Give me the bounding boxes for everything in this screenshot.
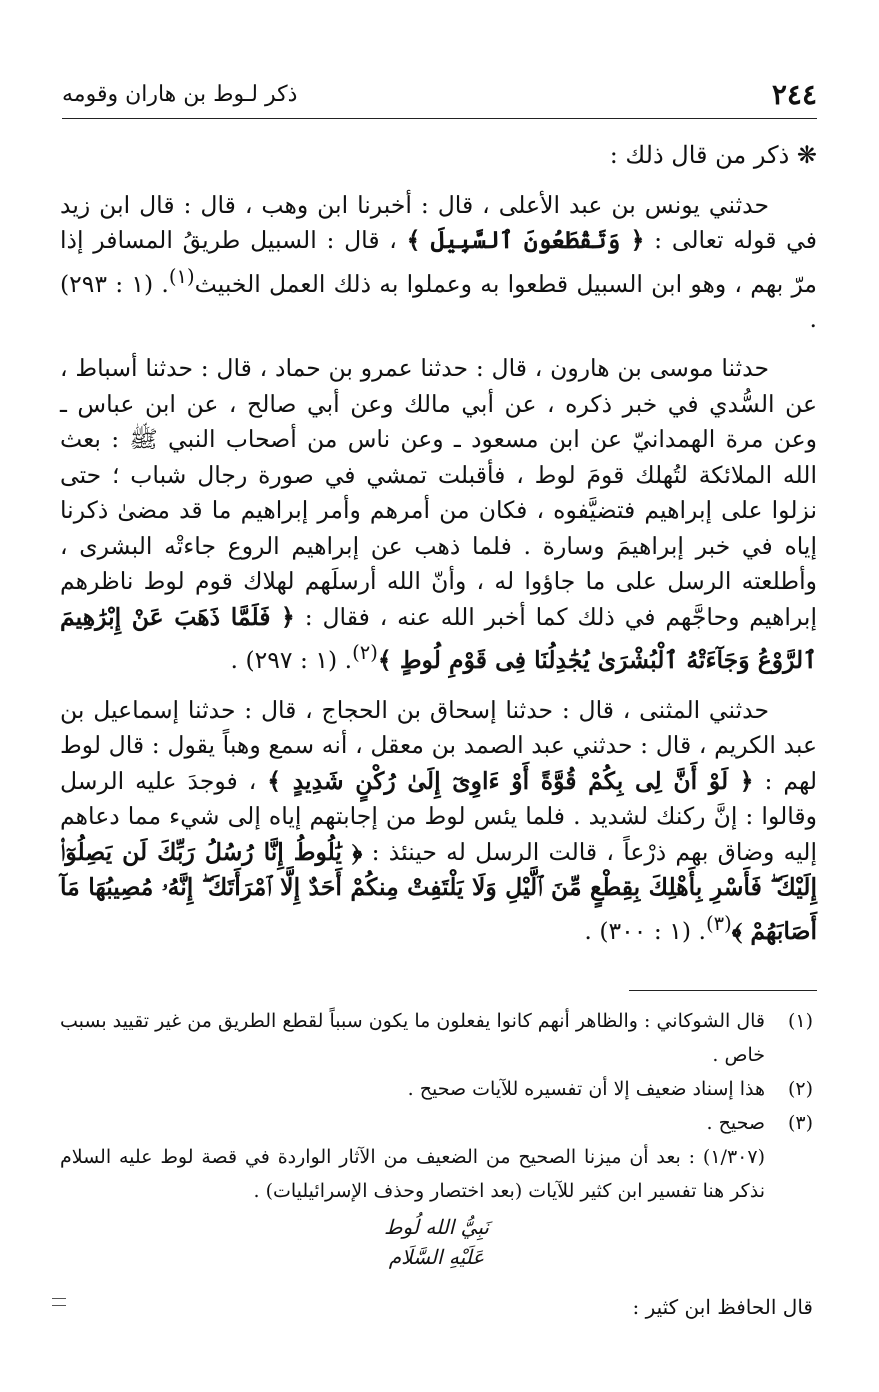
calligraphy-line: نَبِيُّ الله لُوط [384, 1215, 489, 1239]
running-title: ذكر لـوط بن هاران وقومه [62, 81, 298, 107]
paragraph-text: حدثنا موسى بن هارون ، قال : حدثنا عمرو بن حماد ، قال : حدثنا أسباط ، عن السُّدي في خبر ذكره ، عن أبي مالك وعن أبي صالح ، عن ابن عباس ـ وعن مرة الهمدانيّ عن ابن مسعود ـ وعن ناس من أصحاب النبي ﷺ : بعث الله الملائكة لتُهلك قومَ لوط ، فأقبلت تمشي في صورة رجال شباب ؛ حتى نزلوا على إبراهيم فتضيَّفوه ، فكان من أمرهم وأمر إبراهيم ما قد مضىٰ ذكرنا إياه في خبر إبراهيمَ وسارة . فلما ذهب عن إبراهيم الروع جاءتْه البشرى ، وأطلعته الرسل على ما جاؤوا له ، وأنّ الله أرسلَهم لهلاك قوم لوط ناظرهم إبراهيم وحاجَّهم في ذلك كما أخبر الله عنه ، فقال : [60, 354, 817, 631]
calligraphy-line: عَلَيْهِ السَّلَام [388, 1245, 485, 1269]
footnote-number: (٢) [787, 1078, 813, 1100]
footnote-number: (١) [787, 1010, 813, 1032]
footnote-1 [60, 1004, 813, 1072]
page-number: ٢٤٤ [771, 77, 817, 111]
footnote-ref[interactable]: (٣) [705, 911, 732, 935]
source-ref: . (١ : ٢٩٣) . [60, 269, 817, 333]
footnote-ref[interactable]: (١) [168, 264, 195, 288]
footnote-3 [60, 1106, 813, 1140]
quran-verse: ﴿ لَوْ أَنَّ لِى بِكُمْ قُوَّةً أَوْ ءَاوِىٓ إِلَىٰ رُكْنٍ شَدِيدٍ ﴾ [267, 766, 754, 795]
footnote-divider [629, 990, 817, 991]
paragraph-text: حدثني يونس بن عبد الأعلى ، قال : أخبرنا ابن وهب ، قال : قال ابن زيد في قوله تعالى : [60, 190, 817, 254]
closing-line: قال الحافظ ابن كثير : [632, 1295, 813, 1319]
paragraph-2 [60, 351, 817, 678]
footnote-ref[interactable]: (٢) [352, 641, 378, 665]
footnote-text: صحيح . [706, 1112, 765, 1134]
header-divider [62, 118, 817, 119]
footnote-2 [60, 1072, 813, 1106]
source-ref: . (١ : ٣٠٠) . [584, 916, 706, 945]
paragraph-3 [60, 693, 817, 949]
editor-note: (١/٣٠٧) : بعد أن ميزنا الصحيح من الضعيف من الآثار الواردة في قصة لوط عليه السلام نذكر هنا تفسير ابن كثير للآيات (بعد اختصار وحذف الإسرائيليات) . [60, 1146, 765, 1202]
page-header [62, 76, 817, 112]
section-heading: ❋ ذكر من قال ذلك : [609, 141, 817, 169]
calligraphy-title [60, 1212, 813, 1272]
footnotes [60, 1004, 813, 1324]
main-text [60, 138, 817, 963]
margin-mark [52, 1298, 66, 1306]
paragraph-1 [60, 188, 817, 338]
source-ref: . (١ : ٢٩٧) . [230, 646, 353, 675]
paragraph-text: حدثني المثنى ، قال : حدثنا إسحاق بن الحجاج ، قال : حدثنا إسماعيل بن عبد الكريم ، قال : حدثني عبد الصمد بن معقل ، أنه سمع وهباً يقول : قال لوط لهم : [60, 695, 818, 795]
footnote-number: (٣) [787, 1112, 813, 1134]
footnote-text: قال الشوكاني : والظاهر أنهم كانوا يفعلون ما يكون سبباً لقطع الطريق من غير تقييد بسبب خاص . [60, 1010, 765, 1066]
quran-verse: ﴿ وَتَقْطَعُونَ ٱلسَّبِيلَ ﴾ [406, 226, 645, 254]
paragraph-text: ، قال : السبيل طريقُ المسافر إذا مرّ بهم ، وهو ابن السبيل قطعوا به وعملوا به ذلك العمل الخبيث [60, 226, 818, 298]
paragraph-text: ، فوجدَ عليه الرسل وقالوا : إنَّ ركنك لشديد . فلما يئس لوط من إجابتهم إياه إلى شيء مما دعاهم إليه وضاق بهم ذرْعاً ، قالت الرسل له حينئذ : [60, 766, 817, 866]
quran-verse: ﴿ يَٰلُوطُ إِنَّا رُسُلُ رَبِّكَ لَن يَصِلُوٓا۟ إِلَيْكَ ۖ فَأَسْرِ بِأَهْلِكَ بِقِطْعٍ مِّنَ ٱلَّيْلِ وَلَا يَلْتَفِتْ مِنكُمْ أَحَدٌ إِلَّا ٱمْرَأَتَكَ ۖ إِنَّهُۥ مُصِيبُهَا مَآ أَصَابَهُمْ ﴾ [60, 837, 817, 945]
quran-verse: ﴿ فَلَمَّا ذَهَبَ عَنْ إِبْرَٰهِيمَ ٱلرَّوْعُ وَجَآءَتْهُ ٱلْبُشْرَىٰ يُجَٰدِلُنَا فِى قَوْمِ لُوطٍ ﴾ [60, 602, 817, 675]
footnote-text: هذا إسناد ضعيف إلا أن تفسيره للآيات صحيح . [407, 1078, 765, 1100]
